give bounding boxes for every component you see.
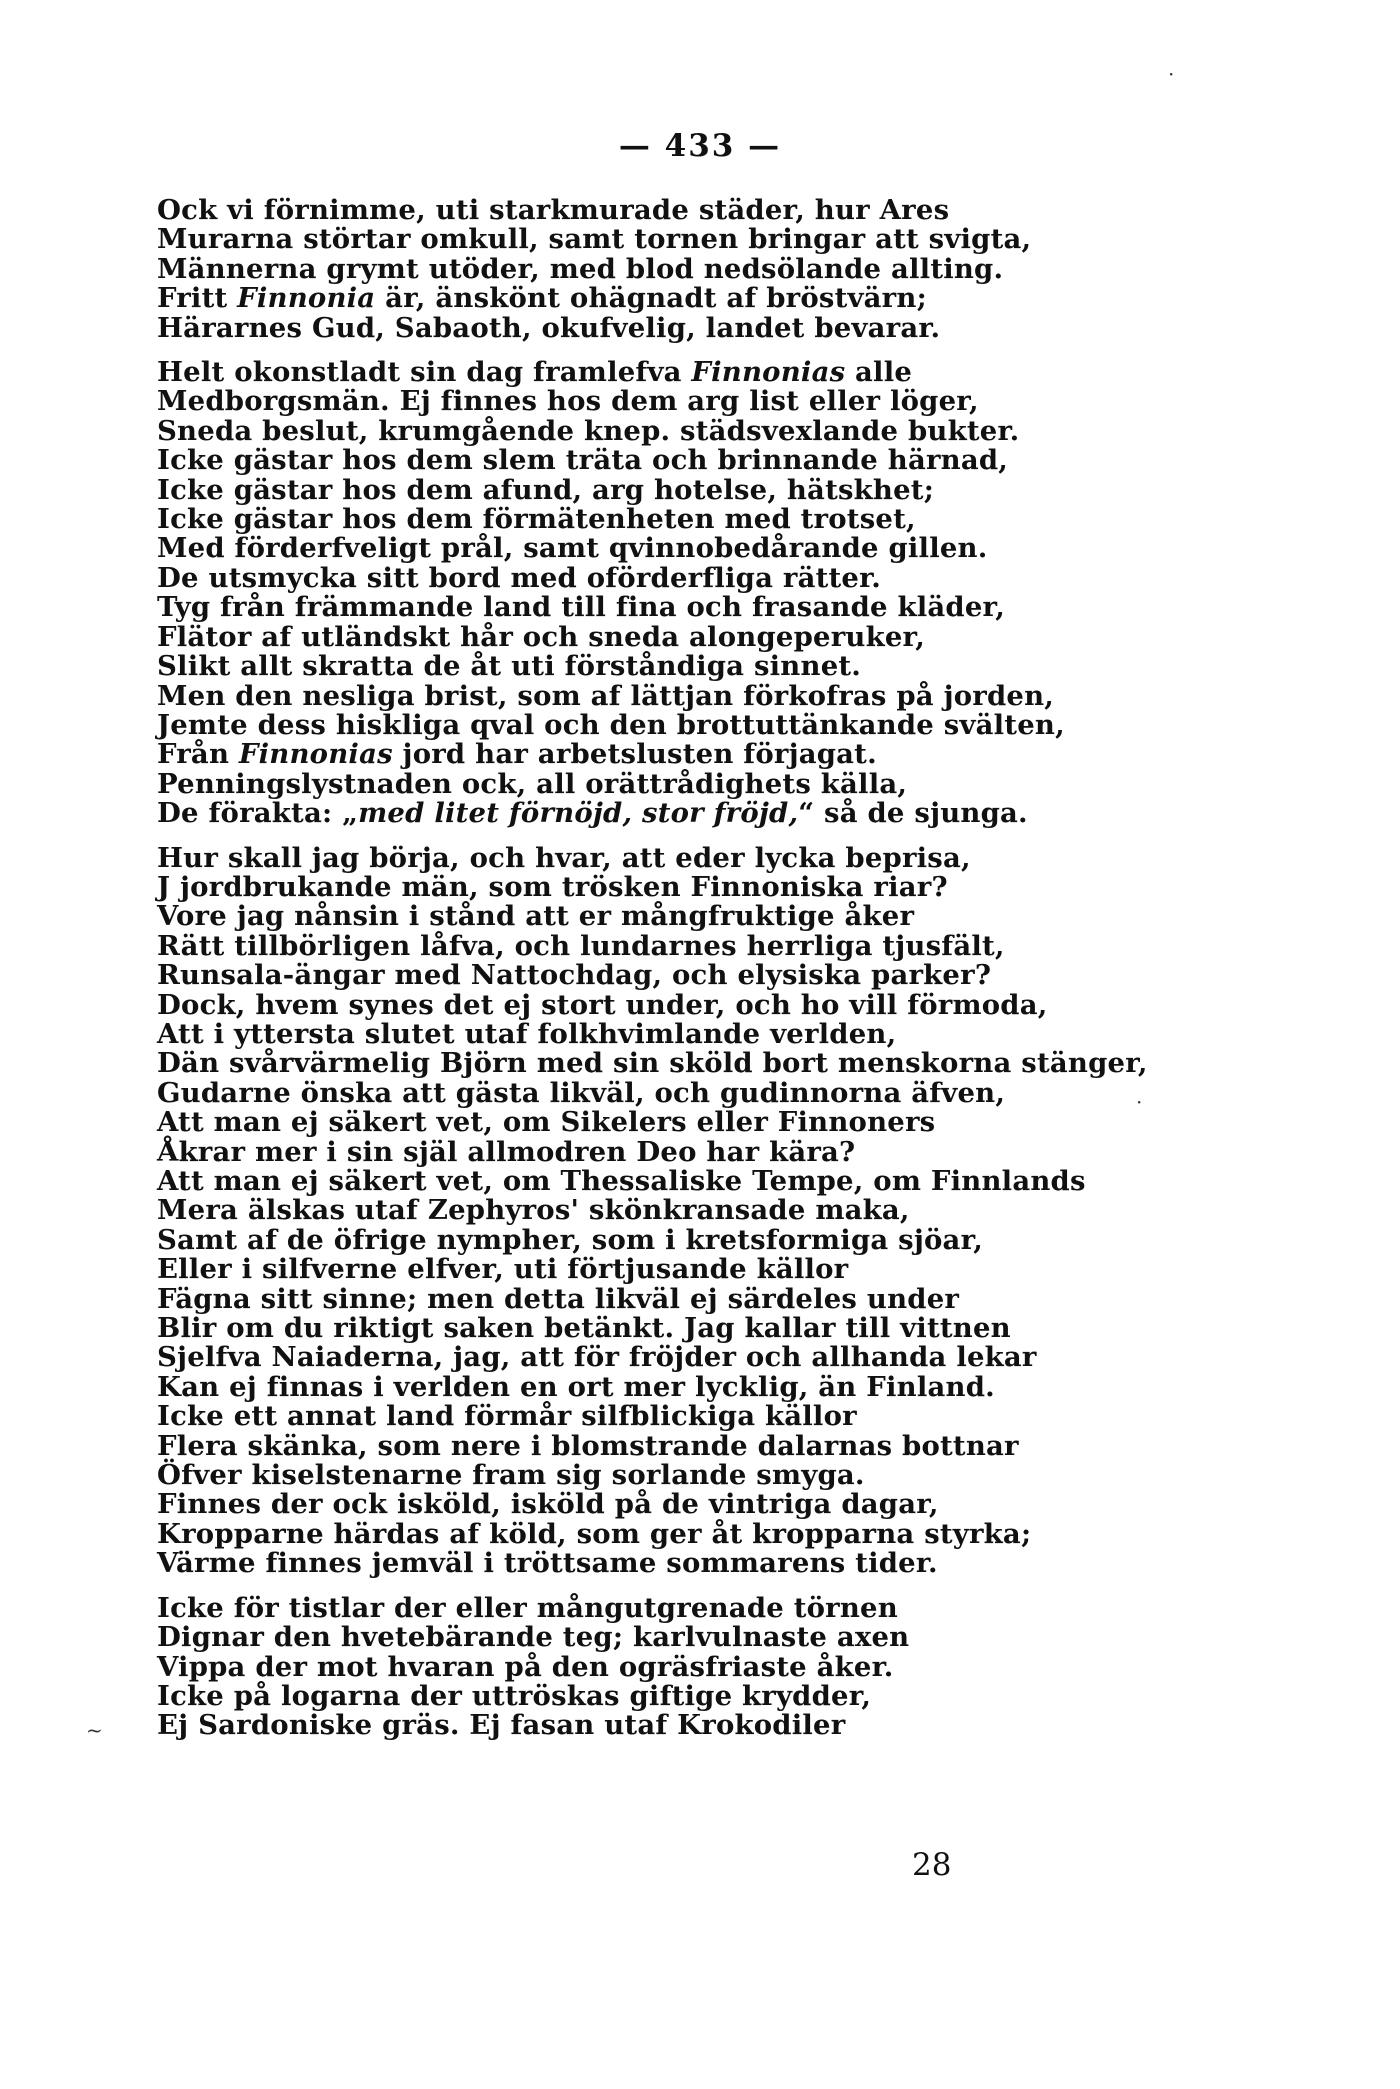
poem-line: J jordbrukande män, som trösken Finnoniska riar? [157, 870, 948, 903]
stanza [157, 1591, 1277, 1742]
poem-line: Icke gästar hos dem afund, arg hotelse, hätskhet; [157, 473, 935, 506]
poem-line: Att man ej säkert vet, om Thessaliske Tempe, om Finnlands [157, 1165, 1086, 1197]
poem-line: Flera skänka, som nere i blomstrande dalarnas bottnar [157, 1429, 1019, 1462]
poem-line: Dignar den hvetebärande teg; karlvulnaste axen [157, 1621, 910, 1654]
poem-body [157, 196, 1277, 1741]
poem-line: Sneda beslut, krumgående knep. städsvexlande bukter. [157, 414, 1020, 447]
poem-line: Finnes der ock isköld, isköld på de vintriga dagar, [157, 1488, 939, 1521]
poem-line: Runsala-ängar med Nattochdag, och elysiska parker? [157, 959, 992, 992]
poem-line: Vippa der mot hvaran på den ogräsfriaste åker. [157, 1650, 894, 1683]
poem-line: Att man ej säkert vet, om Sikelers eller Finnoners [157, 1106, 936, 1139]
poem-line: Att i yttersta slutet utaf folkhvimlande verlden, [157, 1017, 897, 1050]
stanza [157, 196, 1277, 343]
poem-line: Mera älskas utaf Zephyros' skönkransade maka, [157, 1194, 910, 1227]
poem-line: Fägna sitt sinne; men detta likväl ej särdeles under [157, 1282, 960, 1315]
poem-line: Åkrar mer i sin själ allmodren Deo har kära? [157, 1135, 856, 1168]
poem-line: Penningslystnaden ock, all orättrådighets källa, [157, 767, 908, 800]
poem-line: Kan ej finnas i verlden en ort mer lycklig, än Finland. [157, 1370, 995, 1403]
poem-line: Fritt Finnonia är, änskönt ohägnadt af bröstvärn; [157, 282, 927, 315]
poem-line: Murarna störtar omkull, samt tornen bringar att svigta, [157, 223, 1032, 256]
poem-line: Sjelfva Naiaderna, jag, att för fröjder och allhanda lekar [157, 1341, 1037, 1374]
poem-line: Slikt allt skratta de åt uti förståndiga sinnet. [157, 650, 862, 683]
poem-line: Männerna grymt utöder, med blod nedsölande allting. [157, 252, 1004, 285]
poem-line: Jemte dess hiskliga qval och den brottuttänkande svälten, [157, 708, 1065, 741]
page-number: — 433 — [618, 128, 782, 164]
poem-line: Härarnes Gud, Sabaoth, okufvelig, landet bevarar. [157, 311, 941, 344]
poem-line: Hur skall jag börja, och hvar, att eder lycka beprisa, [157, 841, 971, 874]
margin-dot: · [1136, 1090, 1143, 1114]
poem-line: Samt af de öfrige nympher, som i kretsformiga sjöar, [157, 1223, 984, 1256]
poem-line: Gudarne önska att gästa likväl, och gudinnorna äfven, [157, 1076, 1006, 1109]
poem-line: Kropparne härdas af köld, som ger åt kropparna styrka; [157, 1517, 1032, 1550]
poem-line: Icke för tistlar der eller mångutgrenade törnen [157, 1591, 898, 1624]
poem-line: Icke på logarna der uttröskas giftige krydder, [157, 1679, 872, 1712]
poem-line: Öfver kiselstenarne fram sig sorlande smyga. [157, 1459, 865, 1492]
poem-line: Vore jag nånsin i stånd att er mångfruktige åker [157, 900, 915, 933]
poem-line: Icke gästar hos dem förmätenheten med trotset, [157, 503, 916, 536]
poem-line: Helt okonstladt sin dag framlefva Finnonias alle [157, 356, 913, 389]
poem-line: Men den nesliga brist, som af lättjan förkofras på jorden, [157, 679, 1055, 712]
stanza [157, 841, 1277, 1580]
poem-line: Ej Sardoniske gräs. Ej fasan utaf Krokodiler [157, 1709, 846, 1742]
poem-line: Tyg från främmande land till fina och frasande kläder, [157, 591, 1006, 624]
poem-line: Med förderfveligt prål, samt qvinnobedårande gillen. [157, 532, 988, 565]
poem-line: De förakta: „med litet förnöjd, stor fröjd,“ så de sjunga. [157, 797, 1028, 830]
poem-line: Värme finnes jemväl i tröttsame sommarens tider. [157, 1547, 938, 1580]
poem-line: Från Finnonias jord har arbetslusten förjagat. [157, 738, 877, 771]
poem-line: Ock vi förnimme, uti starkmurade städer, hur Ares [157, 194, 950, 226]
poem-line: Flätor af utländskt hår och sneda alongeperuker, [157, 620, 925, 653]
poem-line: Blir om du riktigt saken betänkt. Jag kallar till vittnen [157, 1312, 1011, 1345]
margin-dash: ~ [86, 1718, 103, 1742]
poem-line: Icke ett annat land förmår silfblickiga källor [157, 1400, 857, 1433]
margin-dot: · [1168, 62, 1175, 86]
poem-line: De utsmycka sitt bord med oförderfliga rätter. [157, 561, 882, 594]
stanza [157, 358, 1277, 829]
poem-line: Dock, hvem synes det ej stort under, och ho vill förmoda, [157, 988, 1048, 1021]
poem-line: Eller i silfverne elfver, uti förtjusande källor [157, 1253, 849, 1286]
poem-line: Medborgsmän. Ej finnes hos dem arg list eller löger, [157, 385, 979, 418]
signature-mark: 28 [912, 1847, 952, 1883]
poem-line: Rätt tillbörligen låfva, och lundarnes herrliga tjusfält, [157, 929, 1005, 962]
poem-line: Dän svårvärmelig Björn med sin sköld bort menskorna stänger, [157, 1047, 1148, 1080]
poem-line: Icke gästar hos dem slem träta och brinnande härnad, [157, 444, 1009, 477]
